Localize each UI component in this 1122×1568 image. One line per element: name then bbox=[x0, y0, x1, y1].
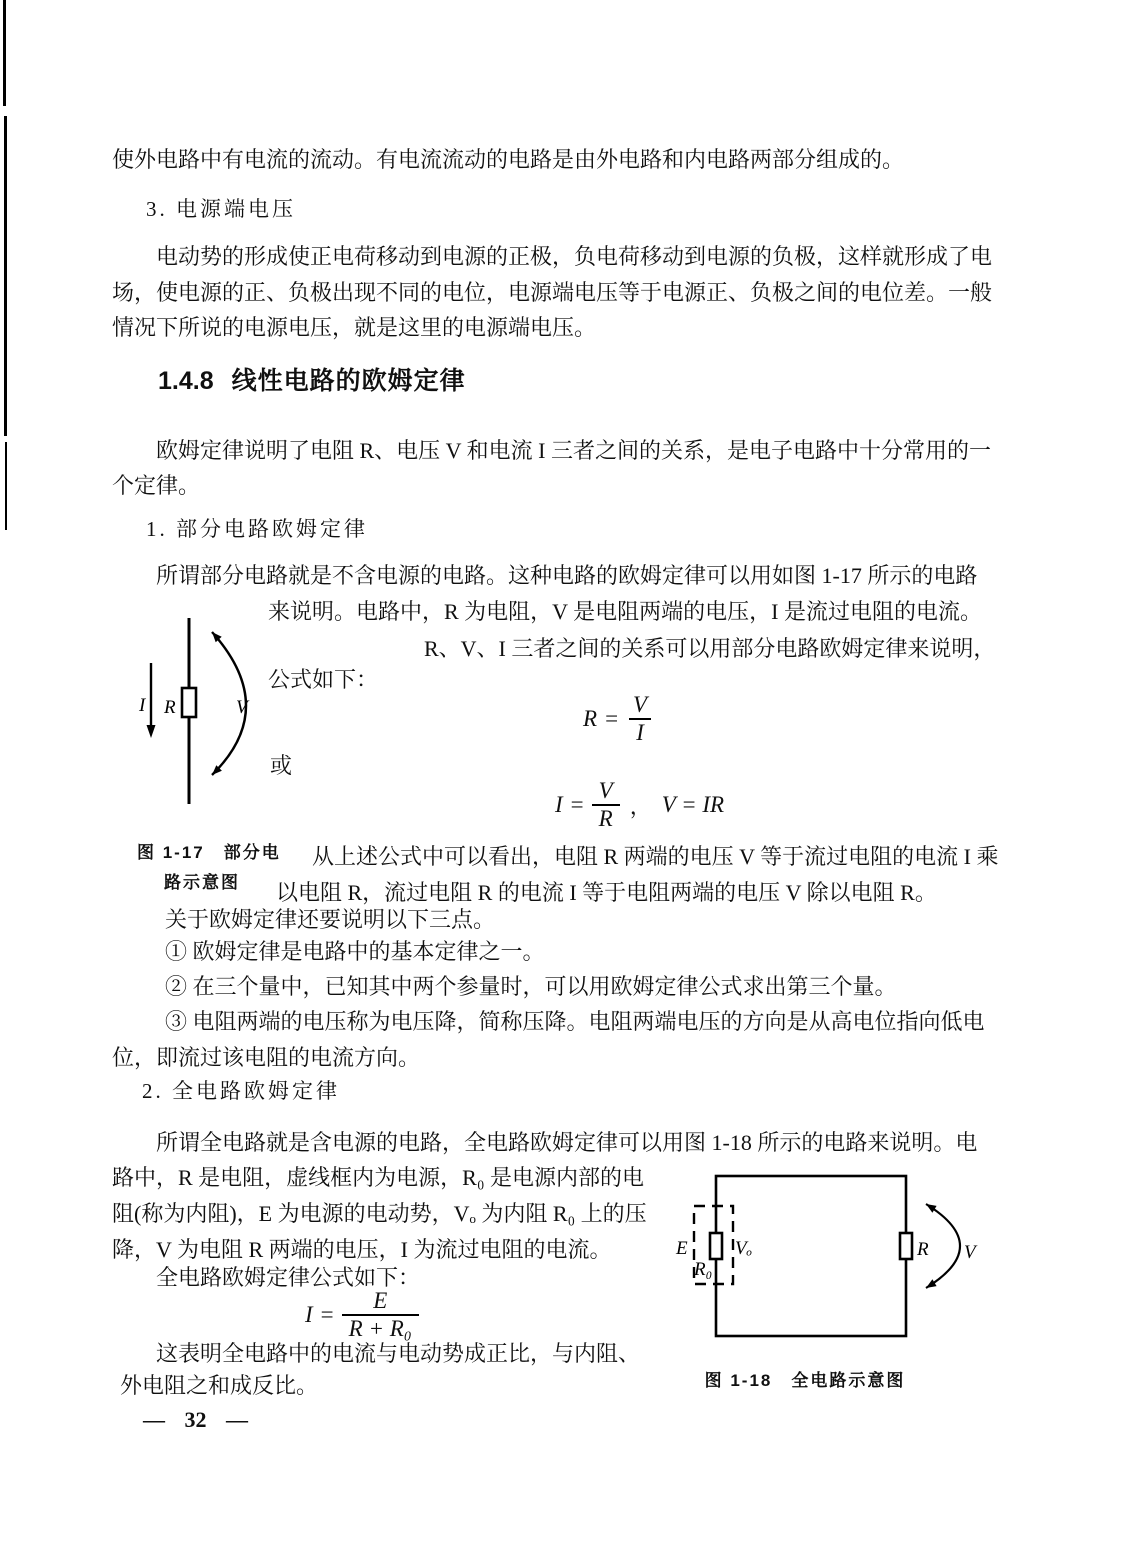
fraction-denominator: R bbox=[592, 804, 620, 832]
fraction bbox=[592, 778, 620, 833]
figure-1-17-caption: 图 1-17 部分电 bbox=[137, 843, 281, 862]
figure-1-17-caption: 路示意图 bbox=[164, 873, 240, 892]
formula-lhs: I bbox=[555, 792, 563, 818]
page-number: — 32 — bbox=[143, 1407, 248, 1432]
body-line: 外电阻之和成反比。 bbox=[120, 1373, 319, 1398]
arc-arrowhead-top bbox=[926, 1204, 937, 1213]
body-line: 来说明。电路中，R 为电阻，V 是电阻两端的电压，I 是流过电阻的电流。 bbox=[268, 599, 982, 624]
figure-1-18 bbox=[670, 1168, 1000, 1348]
voltage-arc bbox=[926, 1204, 960, 1288]
formula-full-ohm bbox=[305, 1288, 419, 1343]
formula-lhs: I bbox=[305, 1302, 313, 1328]
figure-1-18-caption: 图 1-18 全电路示意图 bbox=[704, 1371, 906, 1390]
formula-partial-ohm-R bbox=[583, 692, 654, 747]
body-line: R、V、I 三者之间的关系可以用部分电路欧姆定律来说明， bbox=[424, 636, 996, 661]
label-R0: R₀ bbox=[694, 1259, 713, 1280]
equals-sign: = bbox=[605, 706, 619, 732]
label-voltage-V: V bbox=[236, 697, 248, 718]
body-line: 情况下所说的电源电压，就是这里的电源端电压。 bbox=[112, 315, 597, 340]
fraction-denominator: I bbox=[629, 718, 651, 746]
body-line: 全电路欧姆定律公式如下： bbox=[156, 1265, 421, 1290]
subheading-full-circuit: 2. 全电路欧姆定律 bbox=[142, 1079, 340, 1103]
body-line: 公式如下： bbox=[268, 667, 379, 692]
scan-edge-line bbox=[3, 0, 6, 106]
fraction bbox=[626, 692, 654, 747]
body-line: 所谓全电路就是含电源的电路，全电路欧姆定律可以用图 1-18 所示的电路来说明。电 bbox=[156, 1130, 978, 1155]
body-line: 所谓部分电路就是不含电源的电路。这种电路的欧姆定律可以用如图 1-17 所示的电路 bbox=[156, 563, 978, 588]
section-title: 线性电路的欧姆定律 bbox=[231, 367, 466, 395]
label-voltage-V: V bbox=[964, 1242, 976, 1263]
body-line: 使外电路中有电流的流动。有电流流动的电路是由外电路和内电路两部分组成的。 bbox=[112, 147, 905, 172]
or-word: 或 bbox=[270, 753, 293, 778]
body-line: 以电阻 R，流过电阻 R 的电流 I 等于电阻两端的电压 V 除以电阻 R。 bbox=[276, 880, 937, 905]
subheading-terminal-voltage: 3. 电源端电压 bbox=[146, 197, 296, 221]
scan-edge-line bbox=[5, 442, 7, 530]
body-line: 场，使电源的正、负极出现不同的电位，电源端电压等于电源正、负极之间的电位差。一般 bbox=[112, 280, 993, 305]
comma: ， bbox=[629, 793, 652, 819]
body-line: 关于欧姆定律还要说明以下三点。 bbox=[165, 907, 496, 932]
fraction-numerator: V bbox=[633, 692, 648, 717]
current-arrowhead bbox=[147, 725, 156, 738]
formula-partial-ohm-I bbox=[555, 778, 724, 833]
section-number: 1.4.8 bbox=[158, 367, 214, 395]
equals-sign: = bbox=[320, 1302, 334, 1328]
body-line: 路中，R 是电阻，虚线框内为电源，R₀ 是电源内部的电 bbox=[112, 1165, 645, 1190]
fraction-denominator: R + R₀ bbox=[342, 1314, 419, 1342]
label-resistor-R: R bbox=[917, 1239, 929, 1260]
scan-edge-line bbox=[4, 116, 7, 436]
label-resistor-R: R bbox=[164, 697, 176, 718]
section-heading bbox=[158, 366, 466, 397]
resistor-R0 bbox=[710, 1233, 722, 1259]
formula-rhs: V = IR bbox=[661, 792, 725, 818]
equals-sign: = bbox=[570, 792, 584, 818]
body-line: 降，V 为电阻 R 两端的电压，I 为流过电阻的电流。 bbox=[112, 1237, 612, 1262]
note-item: ② 在三个量中，已知其中两个参量时，可以用欧姆定律公式求出第三个量。 bbox=[165, 974, 897, 999]
subheading-partial-circuit: 1. 部分电路欧姆定律 bbox=[146, 517, 368, 541]
label-current-I: I bbox=[139, 695, 146, 716]
arc-arrowhead-bottom bbox=[926, 1279, 937, 1288]
body-line: 这表明全电路中的电流与电动势成正比，与内阻、 bbox=[156, 1341, 641, 1366]
fraction-numerator: E bbox=[373, 1288, 388, 1313]
body-line: 欧姆定律说明了电阻 R、电压 V 和电流 I 三者之间的关系，是电子电路中十分常用的一 bbox=[156, 438, 991, 463]
resistor-R bbox=[900, 1233, 912, 1259]
fraction bbox=[342, 1288, 419, 1343]
note-item: 位，即流过该电阻的电流方向。 bbox=[112, 1045, 421, 1070]
label-emf-E: E bbox=[676, 1238, 688, 1259]
formula-lhs: R bbox=[583, 706, 598, 732]
label-V0: Vₒ bbox=[735, 1238, 753, 1259]
fraction-numerator: V bbox=[598, 778, 613, 803]
note-item: ③ 电阻两端的电压称为电压降，简称压降。电阻两端电压的方向是从高电位指向低电 bbox=[165, 1009, 985, 1034]
body-line: 从上述公式中可以看出，电阻 R 两端的电压 V 等于流过电阻的电流 I 乘 bbox=[312, 844, 999, 869]
body-line: 电动势的形成使正电荷移动到电源的正极，负电荷移动到电源的负极，这样就形成了电 bbox=[156, 244, 993, 269]
note-item: ① 欧姆定律是电路中的基本定律之一。 bbox=[165, 939, 545, 964]
body-line: 个定律。 bbox=[112, 473, 201, 498]
body-line: 阻(称为内阻)，E 为电源的电动势，Vₒ 为内阻 R₀ 上的压 bbox=[112, 1201, 647, 1226]
resistor-R bbox=[182, 688, 196, 717]
figure-1-17 bbox=[128, 612, 268, 812]
